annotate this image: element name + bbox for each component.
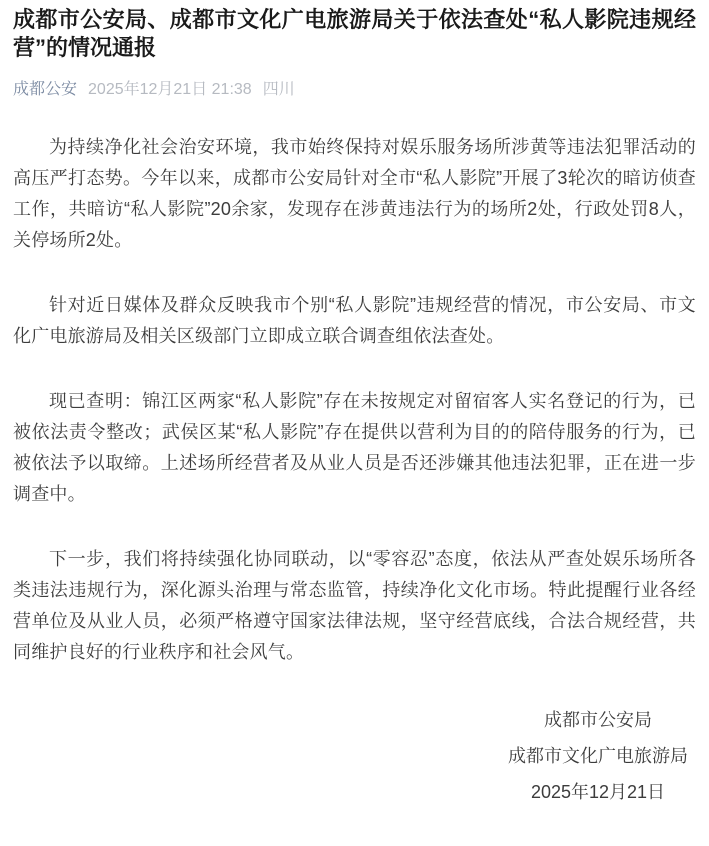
article-title: 成都市公安局、成都市文化广电旅游局关于依法查处“私人影院违规经营”的情况通报	[13, 7, 696, 60]
publish-location: 四川	[262, 80, 295, 98]
paragraph-2: 针对近日媒体及群众反映我市个别“私人影院”违规经营的情况，市公安局、市文化广电旅游局及相关区级部门立即成立联合调查组依法查处。	[13, 294, 696, 346]
article-meta	[13, 79, 696, 101]
signature-date: 2025年12月21日	[530, 781, 666, 802]
account-name-link[interactable]: 成都公安	[13, 80, 78, 98]
paragraph-1: 为持续净化社会治安环境，我市始终保持对娱乐服务场所涉黄等违法犯罪活动的高压严打态势。今年以来，成都市公安局针对全市“私人影院”开展了3轮次的暗访侦查工作，共暗访“私人影院”20余家，发现存在涉黄违法行为的场所2处，行政处罚8人，关停场所2处。	[13, 136, 696, 250]
signature-lines	[508, 702, 688, 810]
signature-authority-2: 成都市文化广电旅游局	[508, 745, 688, 766]
signature-block	[13, 702, 696, 810]
publish-datetime: 2025年12月21日 21:38	[88, 80, 252, 98]
signature-authority-1: 成都市公安局	[544, 709, 652, 730]
paragraph-4: 下一步，我们将持续强化协同联动，以“零容忍”态度，依法从严查处娱乐场所各类违法违规行为，深化源头治理与常态监管，持续净化文化市场。特此提醒行业各经营单位及从业人员，必须严格遵守国家法律法规，坚守经营底线，合法合规经营，共同维护良好的行业秩序和社会风气。	[13, 548, 696, 662]
article-body	[13, 132, 696, 668]
paragraph-3: 现已查明：锦江区两家“私人影院”存在未按规定对留宿客人实名登记的行为，已被依法责令整改；武侯区某“私人影院”存在提供以营利为目的的陪侍服务的行为，已被依法予以取缔。上述场所经营者及从业人员是否还涉嫌其他违法犯罪，正在进一步调查中。	[13, 390, 696, 504]
